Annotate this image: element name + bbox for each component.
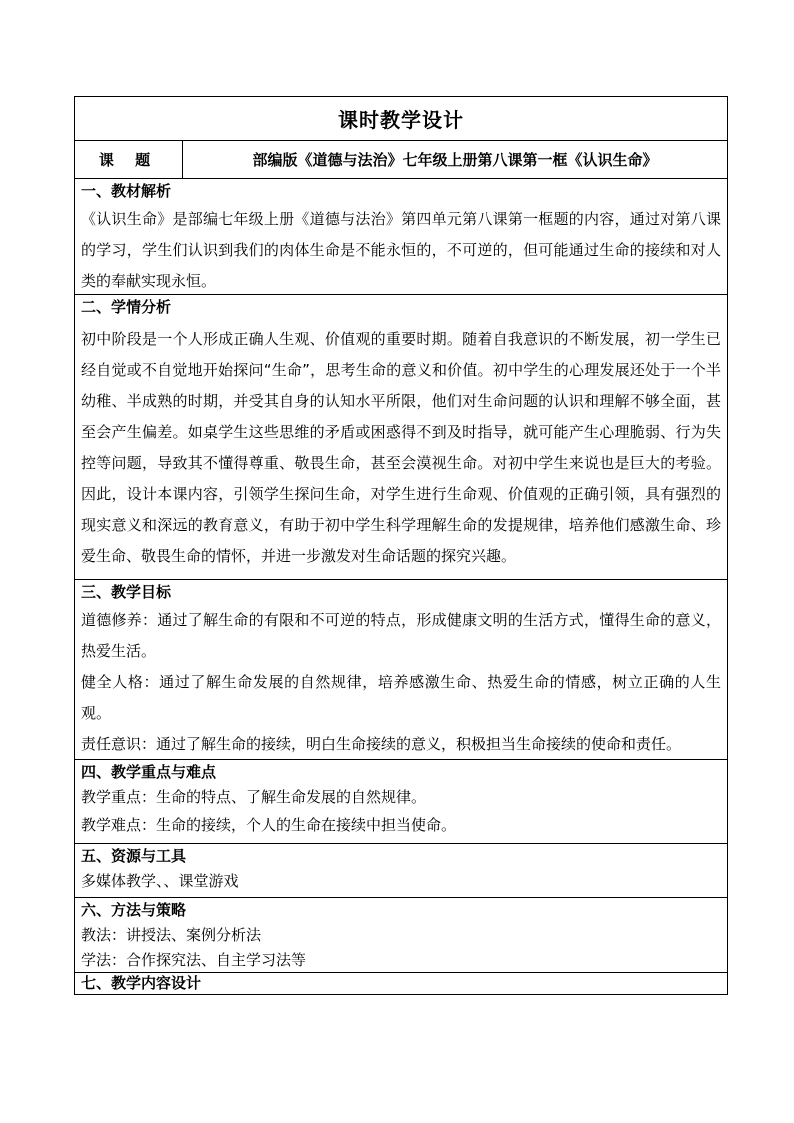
goal-responsibility: 责任意识：通过了解生命的接续，明白生命接续的意义，积极担当生命接续的使命和责任。 <box>81 735 682 753</box>
section-heading: 四、教学重点与难点 <box>81 763 217 781</box>
section-textbook-analysis <box>75 179 727 295</box>
section-key-points <box>75 760 727 844</box>
section-resources <box>75 844 727 898</box>
section-body: 初中阶段是一个人形成正确人生观、价值观的重要时期。随着自我意识的不断发展，初一学生已经自觉或不自觉地开始探问“生命”，思考生命的意义和价值。初中学生的心理发展还处于一个半幼稚、半成熟的时期，并受其自身的认知水平所限，他们对生命问题的认识和理解不够全面，甚至会产生偏差。如桌学生这些思维的矛盾或困惑得不到及时指导，就可能产生心理脆弱、行为失控等问题，导致其不懂得尊重、敬畏生命，甚至会漠视生命。对初中学生来说也是巨大的考验。因此，设计本课内容，引领学生探问生命，对学生进行生命观、价值观的正确引领，具有强烈的现实意义和深远的教育意义，有助于初中学生科学理解生命的发提规律，培养他们感激生命、珍爱生命、敬畏生命的情怀，并进一步激发对生命话题的探究兴趣。 <box>81 330 721 565</box>
teaching-method: 教法：讲授法、案例分析法 <box>81 926 262 944</box>
section-heading: 七、教学内容设计 <box>81 974 202 992</box>
section-body: 《认识生命》是部编七年级上册《道德与法治》第四单元第八课第一框题的内容，通过对第八课的学习，学生们认识到我们的肉体生命是不能永恒的，不可逆的，但可能通过生命的接续和对人类的奉献实现永恒。 <box>81 210 721 290</box>
subject-label: 课 题 <box>75 141 183 178</box>
document-title: 课时教学设计 <box>338 108 464 132</box>
goal-personality: 健全人格：通过了解生命发展的自然规律，培养感激生命、热爱生命的情感，树立正确的人生观。 <box>81 673 721 722</box>
subject-row <box>75 141 727 179</box>
learning-method: 学法：合作探究法、自主学习法等 <box>81 951 307 969</box>
section-heading: 三、教学目标 <box>81 583 172 601</box>
section-heading: 二、学情分析 <box>81 298 172 316</box>
key-point: 教学重点：生命的特点、了解生命发展的自然规律。 <box>81 788 427 806</box>
resources-text: 多媒体教学、、课堂游戏 <box>81 872 239 890</box>
section-student-analysis <box>75 295 727 580</box>
goal-moral: 道德修养：通过了解生命的有限和不可逆的特点，形成健康文明的生活方式，懂得生命的意义，热爱生活。 <box>81 611 721 660</box>
difficult-point: 教学难点：生命的接续，个人的生命在接续中担当使命。 <box>81 816 457 834</box>
section-methods <box>75 898 727 973</box>
section-heading: 五、资源与工具 <box>81 847 187 865</box>
section-content-design <box>75 973 727 994</box>
subject-value: 部编版《道德与法治》七年级上册第八课第一框《认识生命》 <box>252 151 658 169</box>
section-heading: 一、教材解析 <box>81 182 172 200</box>
section-heading: 六、方法与策略 <box>81 901 187 919</box>
lesson-plan-table <box>74 96 728 995</box>
section-teaching-goals <box>75 580 727 760</box>
document-title-row <box>75 97 727 141</box>
